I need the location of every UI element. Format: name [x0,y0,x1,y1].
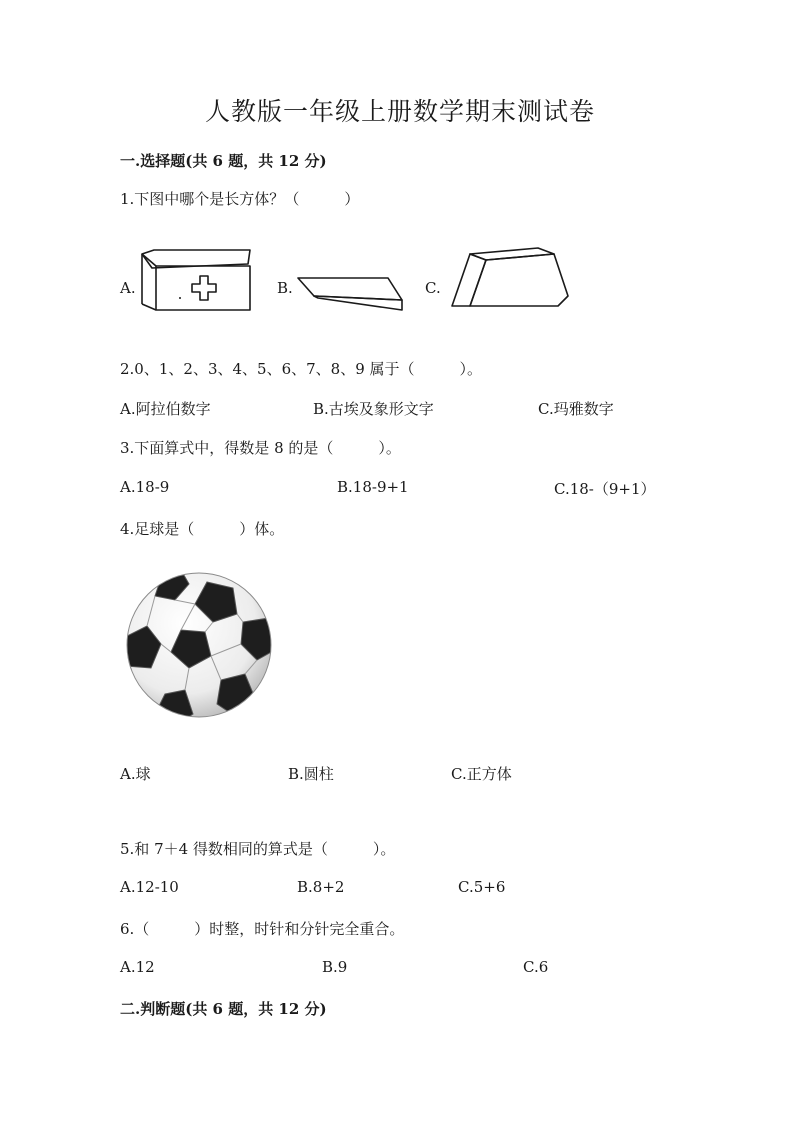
question-2-stem: 2.0、1、2、3、4、5、6、7、8、9 属于（ ）。 [120,360,483,378]
question-4-option-c: C.正方体 [451,765,512,783]
question-2-option-c: C.玛雅数字 [538,400,614,418]
medical-box-figure [140,248,255,314]
question-6-stem: 6.（ ）时整，时针和分针完全重合。 [120,920,405,938]
question-2-option-b: B.古埃及象形文字 [313,400,434,418]
question-3-option-a: A.18-9 [120,478,170,496]
section-heading-choice: 一.选择题(共 6 题，共 12 分) [120,152,327,170]
question-3-stem: 3.下面算式中，得数是 8 的是（ ）。 [120,439,401,457]
question-4-option-a: A.球 [120,765,151,783]
question-1-option-c: C. [425,279,441,297]
question-5-option-a: A.12-10 [120,878,179,896]
question-5-option-c: C.5+6 [458,878,506,896]
page-title: 人教版一年级上册数学期末测试卷 [204,97,595,126]
question-5-option-b: B.8+2 [297,878,345,896]
question-6-option-b: B.9 [322,958,348,976]
question-1-option-a: A. [120,279,136,297]
section-heading-judgement: 二.判断题(共 6 题，共 12 分) [120,1000,327,1018]
question-5-stem: 5.和 7＋4 得数相同的算式是（ ）。 [120,840,396,858]
trapezoidal-prism-figure [450,246,572,310]
question-6-option-a: A.12 [120,958,155,976]
question-4-option-b: B.圆柱 [288,765,334,783]
question-1-stem: 1.下图中哪个是长方体？（ ） [120,190,360,208]
question-3-option-c: C.18-（9+1） [554,480,656,498]
soccer-ball-figure [125,570,273,720]
question-2-option-a: A.阿拉伯数字 [120,400,211,418]
question-4-stem: 4.足球是（ ）体。 [120,520,285,538]
question-6-option-c: C.6 [523,958,549,976]
question-1-option-b: B. [277,279,293,297]
question-3-option-b: B.18-9+1 [337,478,409,496]
wedge-prism-figure [296,274,404,314]
